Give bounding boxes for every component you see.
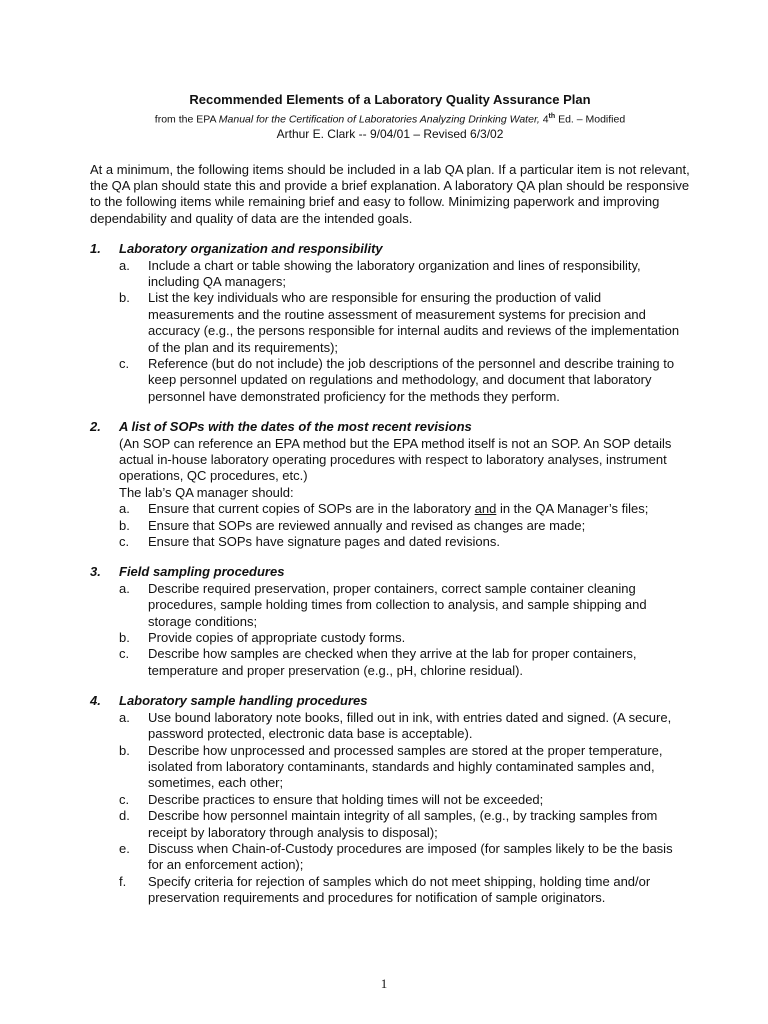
item-letter: c.	[119, 355, 130, 371]
page-number: 1	[380, 976, 388, 991]
sop-note: (An SOP can reference an EPA method but the EPA method itself is not an SOP. An SOP details actual in-house laboratory operating procedures with respect to laboratory analyses, instrument operations, QC procedures, etc.)	[119, 435, 672, 484]
section-1	[90, 241, 690, 405]
section-3	[90, 564, 690, 679]
item-letter: b.	[119, 742, 130, 758]
item-letter: c.	[119, 646, 130, 662]
section-heading	[90, 564, 690, 580]
section-number: 2.	[90, 419, 101, 435]
list-item	[119, 743, 690, 792]
section-title: A list of SOPs with the dates of the most recent revisions	[119, 419, 472, 435]
list-item	[119, 258, 690, 291]
item-letter: a.	[119, 709, 130, 725]
section-number: 4.	[90, 693, 101, 709]
subtitle-edition: 4	[539, 113, 549, 126]
item-letter: f.	[119, 873, 127, 889]
list-item	[119, 808, 690, 841]
section-heading	[90, 241, 690, 257]
item-letter: a.	[119, 257, 130, 273]
list-item	[119, 874, 690, 907]
edition-superscript: th	[548, 113, 556, 120]
document-page	[90, 92, 690, 907]
item-text: Describe how personnel maintain integrity of all samples, (e.g., by tracking samples from receipt by laboratory through analysis to disposal);	[148, 808, 658, 840]
item-letter: e.	[119, 840, 130, 856]
list-item	[119, 356, 690, 405]
section-number: 1.	[90, 241, 101, 257]
subtitle-suffix: Ed. – Modified	[555, 113, 626, 126]
item-text: Reference (but do not include) the job descriptions of the personnel and describe training to keep personnel updated on regulations and methodology, and document that laboratory personnel have demonstrated proficiency for the methods they perform.	[148, 355, 675, 404]
item-list	[90, 710, 690, 907]
section-4	[90, 693, 690, 906]
section-title: Laboratory organization and responsibility	[119, 241, 383, 257]
list-item	[119, 534, 690, 550]
list-item	[119, 581, 690, 630]
list-item	[119, 646, 690, 679]
item-text: Describe practices to ensure that holding times will not be exceeded;	[148, 791, 544, 807]
item-text: List the key individuals who are responsible for ensuring the production of valid measurements and the routine assessment of measurement systems for precision and accuracy (e.g., the persons responsible for internal audits and reviews of the implementation of the plan and its requirements);	[148, 290, 680, 355]
item-text: Include a chart or table showing the laboratory organization and lines of responsibility, including QA managers;	[148, 257, 641, 289]
list-item	[119, 290, 690, 356]
item-text: Provide copies of appropriate custody forms.	[148, 630, 406, 646]
item-letter: b.	[119, 630, 130, 646]
item-letter: a.	[119, 501, 130, 517]
item-text-end: in the QA Manager’s files;	[496, 501, 649, 517]
item-letter: c.	[119, 791, 130, 807]
item-list	[90, 581, 690, 679]
qa-manager-lead: The lab’s QA manager should:	[119, 484, 294, 500]
item-list	[90, 258, 690, 406]
item-text: Describe how samples are checked when they arrive at the lab for proper containers, temperature and proper preservation (e.g., pH, chlorine residual).	[148, 646, 637, 678]
item-text: Discuss when Chain-of-Custody procedures are imposed (for samples likely to be the basis for an enforcement action);	[148, 840, 673, 873]
section-number: 3.	[90, 564, 101, 580]
underlined-word: and	[474, 501, 497, 517]
section-title: Field sampling procedures	[119, 564, 285, 580]
item-text: Specify criteria for rejection of samples which do not meet shipping, holding time and/or preservation requirements and procedures for notification of sample originators.	[148, 873, 651, 906]
item-letter: d.	[119, 808, 130, 824]
section-2	[90, 419, 690, 550]
document-title: Recommended Elements of a Laboratory Quality Assurance Plan	[189, 92, 591, 107]
list-item	[119, 841, 690, 874]
item-letter: b.	[119, 517, 130, 533]
section-heading	[90, 693, 690, 709]
manual-title: Manual for the Certification of Laboratories Analyzing Drinking Water,	[218, 113, 540, 126]
list-item	[119, 501, 690, 517]
item-list	[90, 501, 690, 550]
list-item	[119, 792, 690, 808]
item-letter: b.	[119, 290, 130, 306]
intro-paragraph: At a minimum, the following items should be included in a lab QA plan. If a particular item is not relevant, the QA plan should state this and provide a brief explanation. A laboratory QA plan should be responsive to the following items while remaining brief and easy to follow. Minimizing paperwork and improving dependability and quality of data are the intended goals.	[90, 161, 690, 226]
list-item	[119, 630, 690, 646]
subtitle-prefix: from the EPA	[154, 113, 219, 126]
item-text: Describe required preservation, proper containers, correct sample container cleaning procedures, sample holding times from collection to analysis, and sample shipping and storage conditions;	[148, 580, 647, 629]
author-byline: Arthur E. Clark -- 9/04/01 – Revised 6/3/02	[276, 126, 504, 141]
item-letter: c.	[119, 534, 130, 550]
section-title: Laboratory sample handling procedures	[119, 693, 368, 709]
list-item	[119, 710, 690, 743]
item-text-start: Ensure that current copies of SOPs are in the laboratory	[148, 501, 475, 517]
item-text: Ensure that SOPs have signature pages and dated revisions.	[148, 534, 500, 550]
section-heading	[90, 419, 690, 435]
item-letter: a.	[119, 580, 130, 596]
list-item	[119, 518, 690, 534]
item-text: Use bound laboratory note books, filled out in ink, with entries dated and signed. (A secure, password protected, electronic data base is acceptable).	[148, 709, 672, 742]
item-text	[148, 501, 690, 517]
item-text: Ensure that SOPs are reviewed annually and revised as changes are made;	[148, 517, 586, 533]
item-text: Describe how unprocessed and processed samples are stored at the proper temperature, isolated from laboratory contaminants, standards and highly contaminated samples and, sometimes, each other;	[148, 742, 663, 791]
document-subtitle	[90, 110, 690, 127]
